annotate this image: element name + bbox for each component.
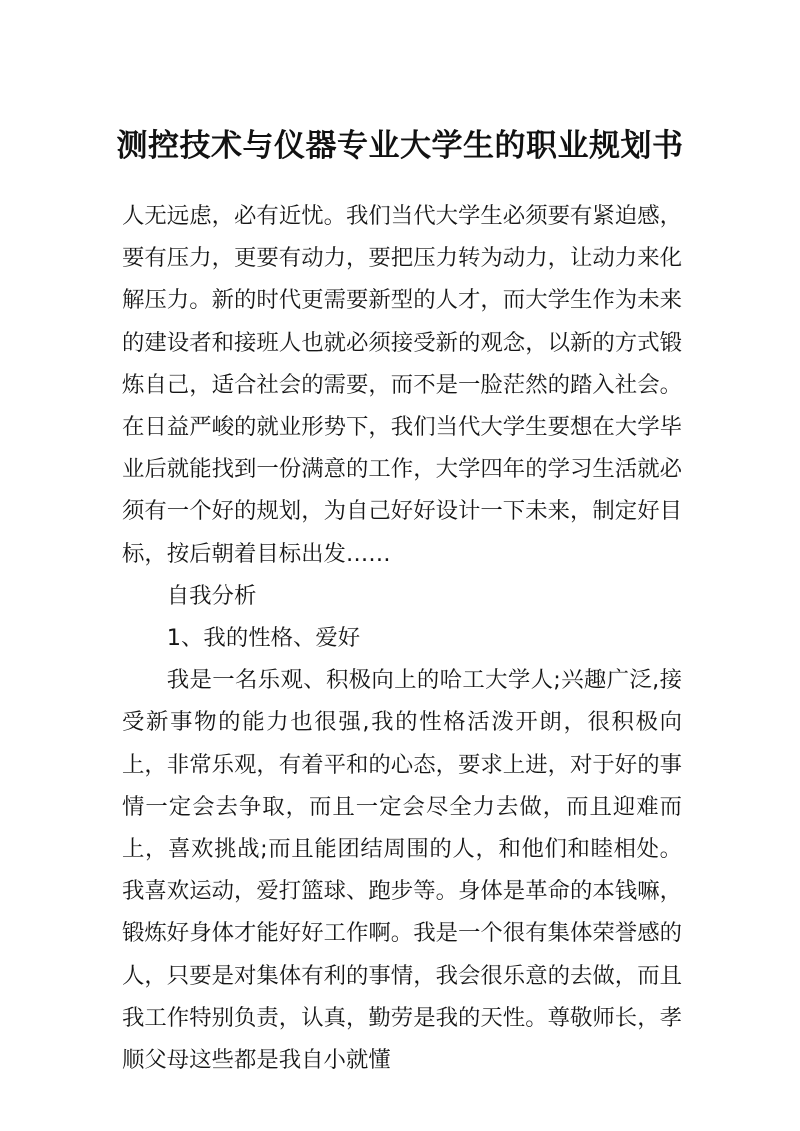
personality-paragraph: 我是一名乐观、积极向上的哈工大学人;兴趣广泛,接受新事物的能力也很强,我的性格活泼开朗，很积极向上，非常乐观，有着平和的心态，要求上进，对于好的事情一定会去争取，而且一定会尽全力去做，而且迎难而上，喜欢挑战;而且能团结周围的人，和他们和睦相处。我喜欢运动，爱打篮球、跑步等。身体是革命的本钱嘛，锻炼好身体才能好好工作啊。我是一个很有集体荣誉感的人，只要是对集体有利的事情，我会很乐意的去做，而且我工作特别负责，认真，勤劳是我的天性。尊敬师长，孝顺父母这些都是我自小就懂	[122, 667, 682, 1074]
subsection-heading: 1、我的性格、爱好	[166, 625, 361, 652]
document-title: 测控技术与仪器专业大学生的职业规划书	[116, 128, 684, 164]
intro-paragraph: 人无远虑，必有近忧。我们当代大学生必须要有紧迫感，要有压力，更要有动力，要把压力转为动力，让动力来化解压力。新的时代更需要新型的人才，而大学生作为未来的建设者和接班人也就必须接受新的观念，以新的方式锻炼自己，适合社会的需要，而不是一脸茫然的踏入社会。在日益严峻的就业形势下，我们当代大学生要想在大学毕业后就能找到一份满意的工作，大学四年的学习生活就必须有一个好的规划，为自己好好设计一下未来，制定好目标，按后朝着目标出发……	[122, 203, 682, 567]
document-body	[122, 195, 682, 1081]
section-heading: 自我分析	[166, 582, 257, 609]
